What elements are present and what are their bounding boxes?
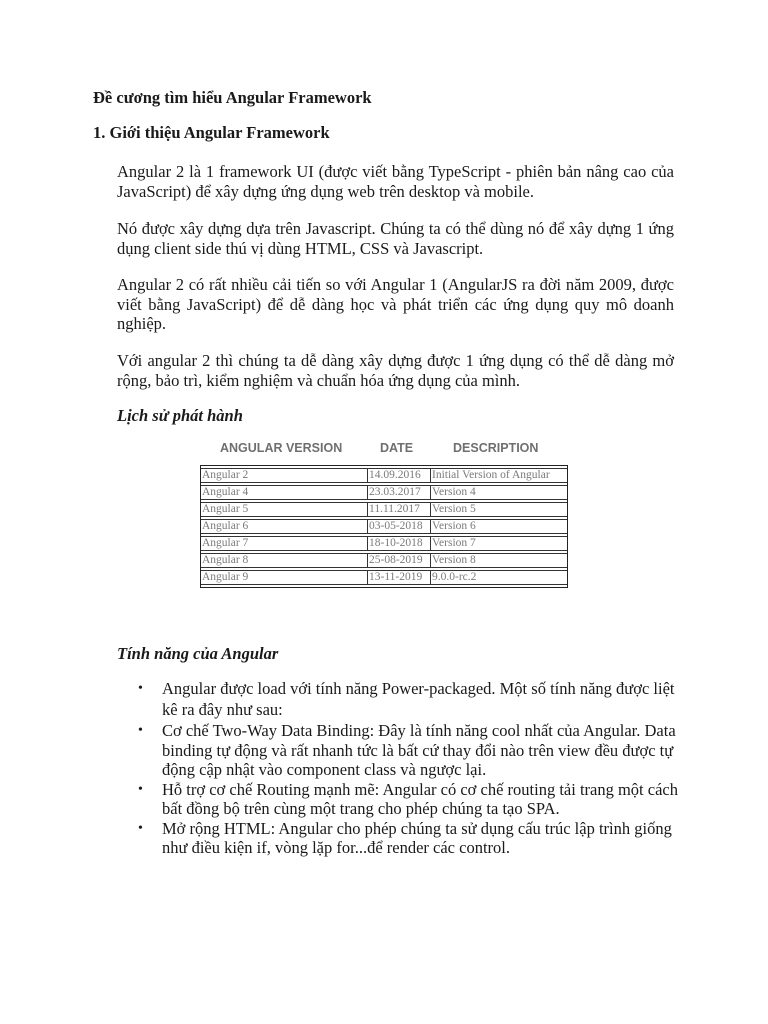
list-item-text: Cơ chế Two-Way Data Binding: Đây là tính năng cool nhất của Angular. Data binding tự động và rất nhanh tức là bất cứ thay đổi nào trên view đều được tự động cập nhật vào component class và ngược lại. xyxy=(162,721,676,779)
table-cell-description: Version 6 xyxy=(431,519,567,534)
section-heading: 1. Giới thiệu Angular Framework xyxy=(93,123,330,142)
paragraph: Nó được xây dựng dựa trên Javascript. Chúng ta có thể dùng nó để xây dựng 1 ứng dụng client side thú vị dùng HTML, CSS và Javascript. xyxy=(117,219,674,258)
table-cell-description: Version 4 xyxy=(431,485,567,500)
table-cell-description: Version 8 xyxy=(431,553,567,568)
list-item-text: Hỗ trợ cơ chế Routing mạnh mẽ: Angular có cơ chế routing tải trang một cách bất đồng bộ trên cùng một trang cho phép chúng ta tạo SPA. xyxy=(162,779,678,818)
features-list xyxy=(138,678,682,858)
table-row xyxy=(201,536,567,551)
table-cell-date: 03-05-2018 xyxy=(368,519,431,534)
table-cell-version: Angular 5 xyxy=(201,502,368,517)
release-history-table xyxy=(200,465,568,588)
table-cell-description: 9.0.0-rc.2 xyxy=(431,570,567,585)
table-header-row xyxy=(200,441,568,459)
table-row xyxy=(201,553,567,568)
bullet-icon: • xyxy=(138,723,143,738)
list-item-text: Angular được load với tính năng Power-packaged. Một số tính năng được liệt kê ra đây như sau: xyxy=(162,679,675,719)
table-cell-version: Angular 4 xyxy=(201,485,368,500)
table-cell-date: 14.09.2016 xyxy=(368,468,431,483)
table-row xyxy=(201,519,567,534)
table-cell-version: Angular 8 xyxy=(201,553,368,568)
list-item xyxy=(138,818,682,858)
list-item xyxy=(138,721,682,780)
table-header-version: ANGULAR VERSION xyxy=(220,441,343,455)
table-cell-version: Angular 9 xyxy=(201,570,368,585)
table-row xyxy=(201,468,567,483)
table-cell-date: 11.11.2017 xyxy=(368,502,431,517)
table-cell-description: Initial Version of Angular xyxy=(431,468,567,483)
table-row xyxy=(201,502,567,517)
table-cell-version: Angular 6 xyxy=(201,519,368,534)
table-cell-date: 25-08-2019 xyxy=(368,553,431,568)
list-item xyxy=(138,678,682,720)
list-item xyxy=(138,779,682,819)
list-item-text: Mở rộng HTML: Angular cho phép chúng ta sử dụng cấu trúc lập trình giống như điều kiện if, vòng lặp for...để render các control. xyxy=(162,818,672,857)
table-cell-version: Angular 7 xyxy=(201,536,368,551)
bullet-icon: • xyxy=(138,820,143,836)
table-cell-description: Version 5 xyxy=(431,502,567,517)
history-heading: Lịch sử phát hành xyxy=(117,406,243,425)
table-row xyxy=(201,570,567,585)
paragraph: Angular 2 là 1 framework UI (được viết bằng TypeScript - phiên bản nâng cao của JavaScript) để xây dựng ứng dụng web trên desktop và mobile. xyxy=(117,162,674,201)
table-header-date: DATE xyxy=(380,441,414,455)
features-heading: Tính năng của Angular xyxy=(117,644,279,663)
bullet-icon: • xyxy=(138,681,143,696)
table-row xyxy=(201,485,567,500)
table-cell-version: Angular 2 xyxy=(201,468,368,483)
table-header-description: DESCRIPTION xyxy=(453,441,539,455)
paragraph: Angular 2 có rất nhiều cải tiến so với Angular 1 (AngularJS ra đời năm 2009, được viết bằng JavaScript) để dễ dàng học và phát triển các ứng dụng quy mô doanh nghiệp. xyxy=(117,275,674,333)
table-cell-date: 23.03.2017 xyxy=(368,485,431,500)
table-cell-date: 18-10-2018 xyxy=(368,536,431,551)
table-cell-date: 13-11-2019 xyxy=(368,570,431,585)
bullet-icon: • xyxy=(138,781,143,797)
document-title: Đề cương tìm hiểu Angular Framework xyxy=(93,88,372,107)
table-cell-description: Version 7 xyxy=(431,536,567,551)
paragraph: Với angular 2 thì chúng ta dễ dàng xây dựng được 1 ứng dụng có thể dễ dàng mở rộng, bảo trì, kiểm nghiệm và chuẩn hóa ứng dụng của mình. xyxy=(117,351,674,390)
